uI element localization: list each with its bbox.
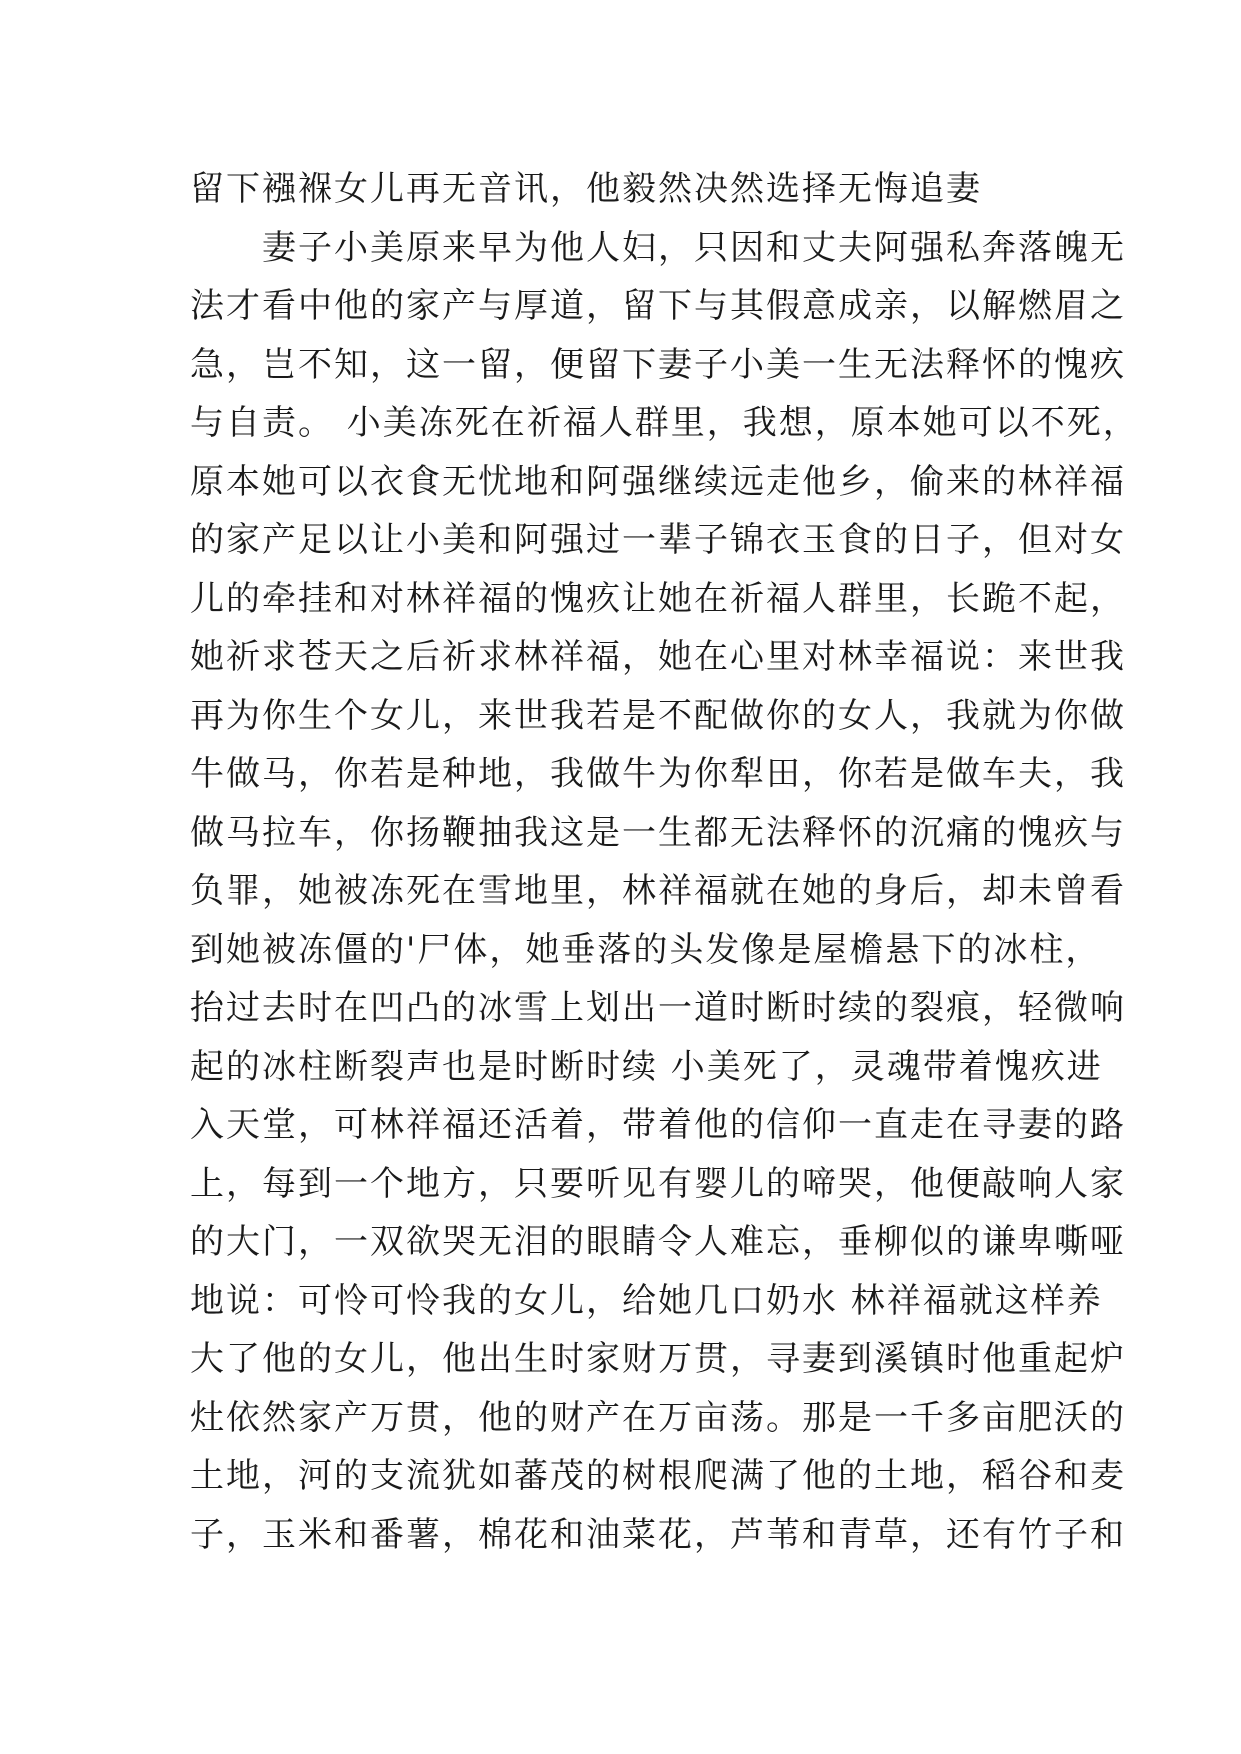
text-line: 到她被冻僵的'尸体，她垂落的头发像是屋檐悬下的冰柱， <box>190 929 1102 970</box>
text-line: 土地，河的支流犹如蕃茂的树根爬满了他的土地，稻谷和麦 <box>190 1456 1126 1496</box>
text-line: 原本她可以衣食无忧地和阿强继续远走他乡，偷来的林祥福 <box>190 461 1126 502</box>
text-line: 地说：可怜可怜我的女儿，给她几口奶水 林祥福就这样养 <box>190 1280 1103 1321</box>
text-line: 入天堂，可林祥福还活着，带着他的信仰一直走在寻妻的路 <box>190 1105 1126 1145</box>
text-line: 负罪，她被冻死在雪地里，林祥福就在她的身后，却未曾看 <box>190 871 1126 911</box>
text-line: 牛做马，你若是种地，我做牛为你犁田，你若是做车夫，我 <box>190 754 1126 794</box>
text-line: 儿的牵挂和对林祥福的愧疚让她在祈福人群里，长跪不起， <box>190 578 1126 619</box>
text-line: 大了他的女儿，他出生时家财万贯，寻妻到溪镇时他重起炉 <box>190 1339 1126 1379</box>
text-line: 子，玉米和番薯，棉花和油菜花，芦苇和青草，还有竹子和 <box>190 1514 1126 1555</box>
text-line: 上，每到一个地方，只要听见有婴儿的啼哭，他便敲响人家 <box>190 1163 1126 1204</box>
text-line: 她祈求苍天之后祈求林祥福，她在心里对林幸福说：来世我 <box>190 637 1126 677</box>
text-line: 起的冰柱断裂声也是时断时续 小美死了，灵魂带着愧疚进 <box>190 1046 1103 1087</box>
text-line: 的大门，一双欲哭无泪的眼睛令人难忘，垂柳似的谦卑嘶哑 <box>190 1222 1126 1262</box>
text-line: 再为你生个女儿，来世我若是不配做你的女人，我就为你做 <box>190 695 1126 736</box>
text-line: 与自责。 小美冻死在祈福人群里，我想，原本她可以不死， <box>190 403 1139 443</box>
text-line: 法才看中他的家产与厚道，留下与其假意成亲，以解燃眉之 <box>190 286 1126 326</box>
text-line: 抬过去时在凹凸的冰雪上划出一道时断时续的裂痕，轻微响 <box>190 988 1126 1028</box>
text-line: 做马拉车，你扬鞭抽我这是一生都无法释怀的沉痛的愧疚与 <box>190 812 1126 853</box>
body-text <box>190 160 1139 1564</box>
text-line: 妻子小美原来早为他人妇，只因和丈夫阿强私奔落魄无 <box>190 227 1126 268</box>
text-line: 灶依然家产万贯，他的财产在万亩荡。那是一千多亩肥沃的 <box>190 1397 1126 1438</box>
text-line: 急，岂不知，这一留，便留下妻子小美一生无法释怀的愧疚 <box>190 344 1126 385</box>
text-line: 的家产足以让小美和阿强过一辈子锦衣玉食的日子，但对女 <box>190 520 1126 560</box>
text-line: 留下襁褓女儿再无音讯，他毅然决然选择无悔追妻 <box>190 169 982 209</box>
